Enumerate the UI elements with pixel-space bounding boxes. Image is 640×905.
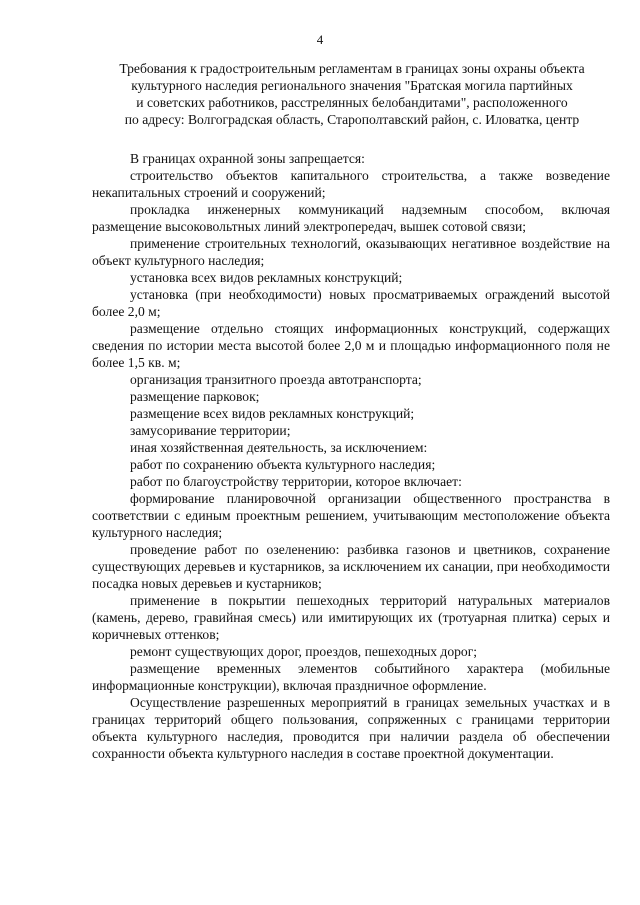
margin-stamp — [3, 200, 9, 370]
paragraph: установка всех видов рекламных конструкций; — [130, 270, 403, 285]
paragraph: работ по сохранению объекта культурного наследия; — [130, 457, 436, 472]
document-heading — [92, 60, 612, 128]
paragraph: Осуществление разрешенных мероприятий в границах земельных участках и в границах территорий общего пользования, сопряженных с границами территории объекта культурного наследия, проводится при наличии раздела об обеспечении сохранности объекта культурного наследия в составе проектной документации. — [92, 695, 610, 761]
paragraph: размещение парковок; — [130, 389, 260, 404]
paragraph: работ по благоустройству территории, которое включает: — [130, 474, 462, 489]
heading-line: и советских работников, расстрелянных белобандитами", расположенного — [136, 95, 568, 110]
paragraph: замусоривание территории; — [130, 423, 291, 438]
paragraph: формирование планировочной организации общественного пространства в соответствии с единым проектным решением, учитывающим местоположение объекта культурного наследия; — [92, 491, 610, 540]
paragraph: ремонт существующих дорог, проездов, пешеходных дорог; — [130, 644, 478, 659]
paragraph: применение в покрытии пешеходных территорий натуральных материалов (камень, дерево, гравийная смесь) или имитирующих их (тротуарная плитка) серых и коричневых оттенков; — [92, 593, 610, 642]
document-body — [92, 150, 610, 762]
paragraph: размещение всех видов рекламных конструкций; — [130, 406, 415, 421]
heading-line: культурного наследия регионального значения "Братская могила партийных — [131, 78, 573, 93]
paragraph: организация транзитного проезда автотранспорта; — [130, 372, 422, 387]
page-number: 4 — [316, 32, 324, 47]
paragraph: размещение отдельно стоящих информационных конструкций, содержащих сведения по истории места высотой более 2,0 м и площадью информационного поля не более 1,5 кв. м; — [92, 321, 610, 370]
paragraph: размещение временных элементов событийного характера (мобильные информационные конструкции), включая праздничное оформление. — [92, 661, 610, 693]
paragraph: иная хозяйственная деятельность, за исключением: — [130, 440, 428, 455]
paragraph: проведение работ по озеленению: разбивка газонов и цветников, сохранение существующих деревьев и кустарников, за исключением их санации, при необходимости посадка новых деревьев и кустарников; — [92, 542, 610, 591]
paragraph: прокладка инженерных коммуникаций надземным способом, включая размещение высоковольтных линий электропередач, вышек сотовой связи; — [92, 202, 610, 234]
paragraph: применение строительных технологий, оказывающих негативное воздействие на объект культурного наследия; — [92, 236, 610, 268]
paragraph: установка (при необходимости) новых просматриваемых ограждений высотой более 2,0 м; — [92, 287, 610, 319]
paragraph: строительство объектов капитального строительства, а также возведение некапитальных строений и сооружений; — [92, 168, 610, 200]
heading-line: по адресу: Волгоградская область, Старополтавский район, с. Иловатка, центр — [124, 112, 580, 127]
heading-line: Требования к градостроительным регламентам в границах зоны охраны объекта — [119, 61, 585, 76]
paragraph: В границах охранной зоны запрещается: — [130, 151, 365, 166]
